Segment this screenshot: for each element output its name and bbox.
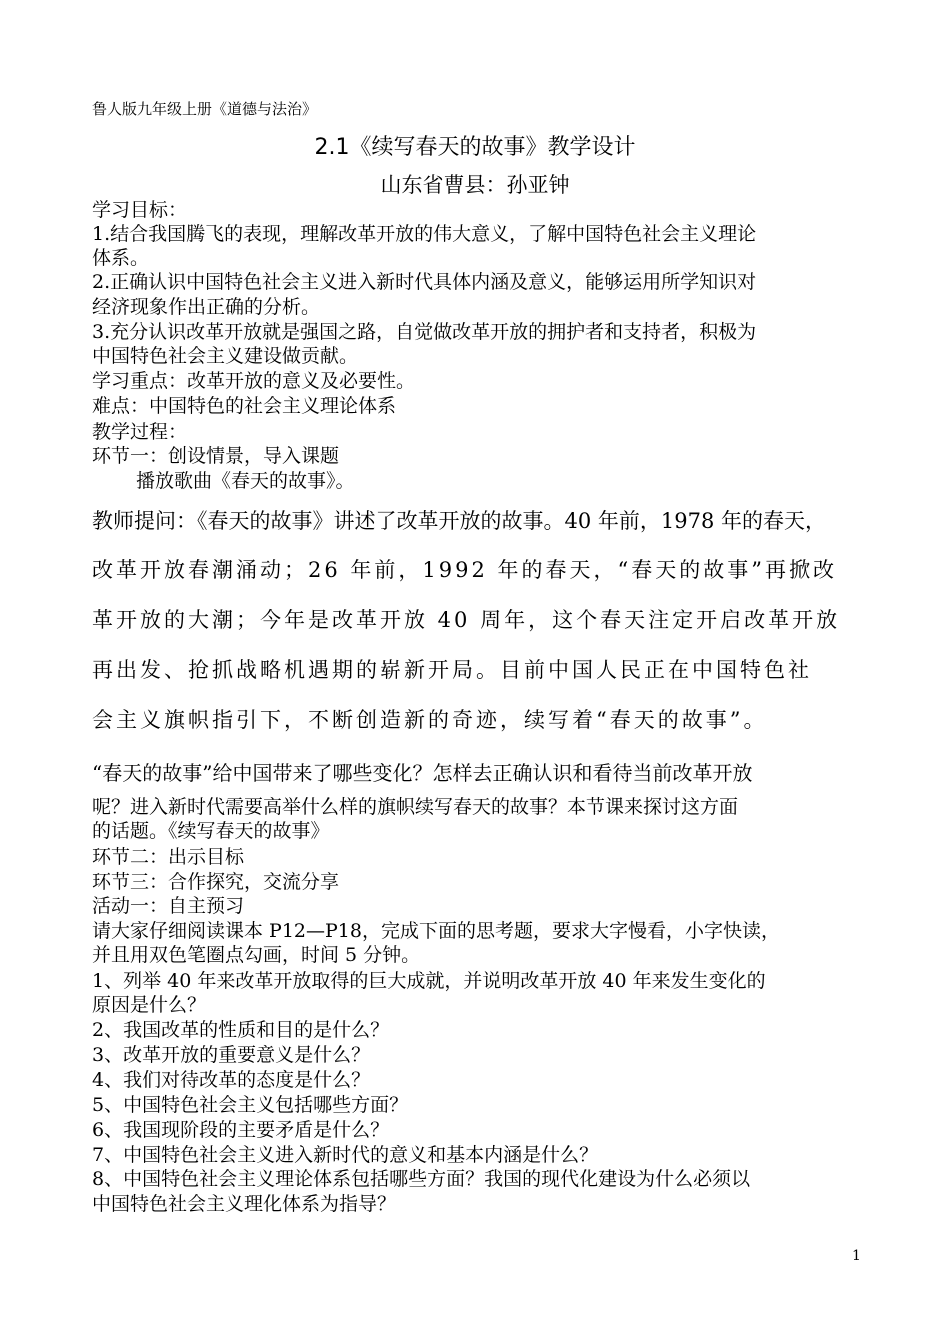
book-header: 鲁人版九年级上册《道德与法治》 [92,100,318,118]
text-line: 并且用双色笔圈点勾画，时间 5 分钟。 [92,944,421,966]
teacher-question-line: 教师提问：《春天的故事》讲述了改革开放的故事。40 年前，1978 年的春天， [92,509,827,533]
text-line: 6、我国现阶段的主要矛盾是什么？ [92,1119,390,1141]
text-line: 原因是什么？ [92,994,207,1016]
text-line: 3.充分认识改革开放就是强国之路，自觉做改革开放的拥护者和支持者，积极为 [92,321,757,343]
text-line: 2、我国改革的性质和目的是什么？ [92,1019,390,1041]
text-line: 3、改革开放的重要意义是什么？ [92,1044,371,1066]
text-line: 请大家仔细阅读课本 P12—P18，完成下面的思考题，要求大字慢看，小字快读， [92,920,780,942]
text-line: 呢？进入新时代需要高举什么样的旗帜续写春天的故事？本节课来探讨这方面 [92,796,739,818]
text-line: 环节二：出示目标 [92,846,245,868]
text-line: 7、中国特色社会主义进入新时代的意义和基本内涵是什么？ [92,1144,599,1166]
text-line: 经济现象作出正确的分析。 [92,296,321,318]
teacher-question-line: 改革开放春潮涌动；26 年前，1992 年的春天，“春天的故事”再掀改 [92,558,837,582]
page-number: 1 [852,1248,861,1264]
text-line: 的话题。《续写春天的故事》 [92,820,330,842]
text-line: 教学过程： [92,421,188,443]
document-title: 2.1《续写春天的故事》教学设计 [314,135,636,160]
text-line: 活动一：自主预习 [92,895,245,917]
text-line: 难点：中国特色的社会主义理论体系 [92,395,397,417]
text-line: 8、中国特色社会主义理论体系包括哪些方面？我国的现代化建设为什么必须以 [92,1168,751,1190]
text-line: “春天的故事”给中国带来了哪些变化？怎样去正确认识和看待当前改革开放 [92,761,753,785]
text-line: 环节三：合作探究，交流分享 [92,871,340,893]
text-line: 4、我们对待改革的态度是什么？ [92,1069,371,1091]
text-line: 播放歌曲《春天的故事》。 [136,470,355,492]
text-line: 体系。 [92,247,150,269]
text-line: 学习目标： [92,199,188,221]
text-line: 5、中国特色社会主义包括哪些方面？ [92,1094,409,1116]
teacher-question-line: 革开放的大潮；今年是改革开放 40 周年，这个春天注定开启改革开放 [92,608,841,632]
text-line: 中国特色社会主义理化体系为指导？ [92,1193,397,1215]
text-line: 1、列举 40 年来改革开放取得的巨大成就，并说明改革开放 40 年来发生变化的 [92,970,766,992]
teacher-question-line: 再出发、抢抓战略机遇期的崭新开局。目前中国人民正在中国特色社 [92,658,812,682]
text-line: 中国特色社会主义建设做贡献。 [92,345,359,367]
text-line: 学习重点：改革开放的意义及必要性。 [92,370,416,392]
text-line: 环节一：创设情景，导入课题 [92,445,340,467]
author-line: 山东省曹县：孙亚钟 [380,173,570,197]
teacher-question-line: 会主义旗帜指引下，不断创造新的奇迹，续写着“春天的故事”。 [92,708,768,732]
text-line: 1.结合我国腾飞的表现，理解改革开放的伟大意义，了解中国特色社会主义理论 [92,223,757,245]
text-line: 2.正确认识中国特色社会主义进入新时代具体内涵及意义，能够运用所学知识对 [92,271,757,293]
